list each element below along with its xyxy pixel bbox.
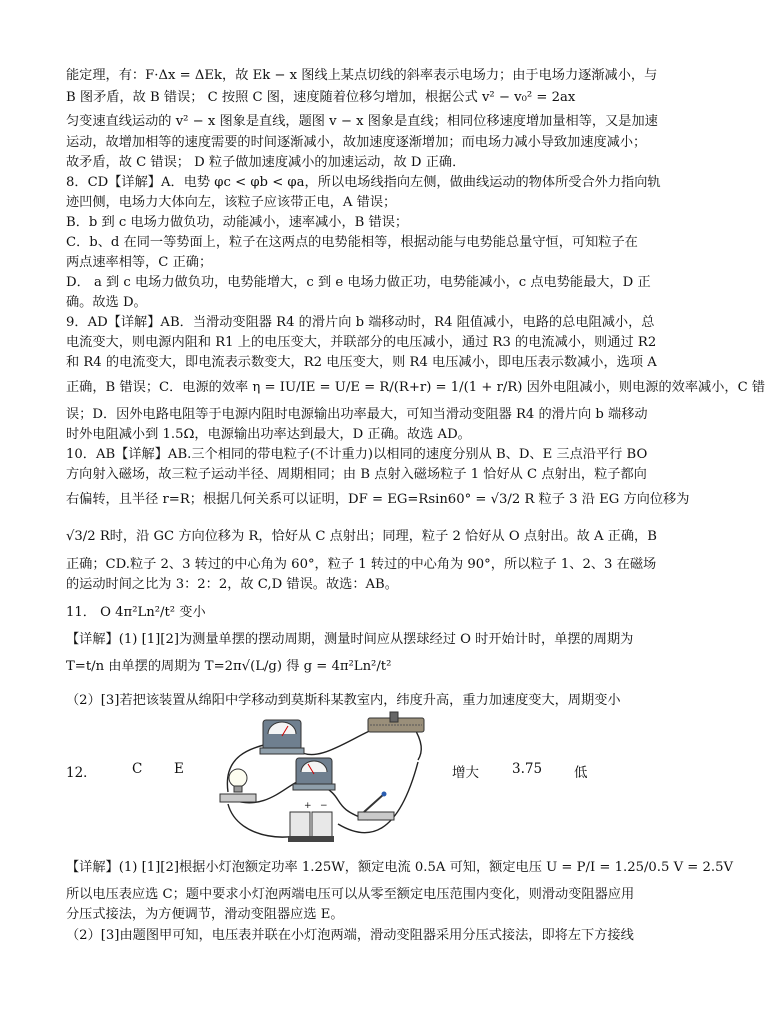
q12-answer-2: E xyxy=(174,761,184,777)
text-line: 所以电压表应选 C；题中要求小灯泡两端电压可以从零至额定电压范围内变化，则滑动变阻器应用 xyxy=(66,887,635,902)
text-line: B．b 到 c 电场力做负功，动能减小，速率减小，B 错误； xyxy=(66,215,409,230)
text-line: （2）[3]由题图甲可知，电压表并联在小灯泡两端，滑动变阻器采用分压式接法，即将左下方接线 xyxy=(66,928,634,943)
text-line: 故矛盾，故 C 错误； D 粒子做加速度减小的加速运动，故 D 正确． xyxy=(66,155,466,170)
text-line: 匀变速直线运动的 v² − x 图象是直线，题图 v − x 图象是直线；相同位移速度增加量相等，又是加速 xyxy=(66,114,658,129)
text-line: 迹凹侧，电场力大体向左，该粒子应该带正电，A 错误； xyxy=(66,195,397,210)
ammeter xyxy=(260,720,304,754)
text-line: 8．CD【详解】A．电势 φc < φb < φa，所以电场线指向左侧，做曲线运动的物体所受合外力指向轨 xyxy=(66,175,661,190)
light-bulb xyxy=(220,769,256,802)
q12-answer-5: 低 xyxy=(574,765,588,781)
text-line: （2）[3]若把该装置从绵阳中学移动到莫斯科某教室内，纬度升高，重力加速度变大，周期变小 xyxy=(66,693,621,708)
text-line: 10．AB【详解】AB.三个相同的带电粒子(不计重力)以相同的速度分别从 B、D、E 三点沿平行 BO xyxy=(66,447,648,462)
svg-text:+: + xyxy=(304,801,312,811)
text-line: D． a 到 c 电场力做负功，电势能增大，c 到 e 电场力做正功，电势能减小，c 点电势能最大，D 正 xyxy=(66,275,651,290)
text-line: 运动，故增加相等的速度需要的时间逐渐减小，故加速度逐渐增加；而电场力减小导致加速度减小； xyxy=(66,135,647,150)
svg-text:−: − xyxy=(320,801,328,811)
text-line: T=t/n 由单摆的周期为 T=2π√(L/g) 得 g = 4π²Ln²/t² xyxy=(66,659,392,674)
text-line: C．b、d 在同一等势面上，粒子在这两点的电势能相等，根据动能与电势能总量守恒，可知粒子在 xyxy=(66,235,638,250)
text-line: 确。故选 D。 xyxy=(66,295,147,310)
text-line: 正确；CD.粒子 2、3 转过的中心角为 60°，粒子 1 转过的中心角为 90°，所以粒子 1、2、3 在磁场 xyxy=(66,557,657,572)
text-line: 【详解】(1) [1][2]为测量单摆的摆动周期，测量时间应从摆球经过 O 时开始计时，单摆的周期为 xyxy=(66,632,634,647)
rheostat xyxy=(368,712,424,732)
q12-answer-1: C xyxy=(132,761,143,777)
voltmeter xyxy=(293,758,335,790)
q12-number: 12． xyxy=(66,765,97,781)
battery xyxy=(288,801,334,842)
text-line: 方向射入磁场，故三粒子运动半径、周期相同；由 B 点射入磁场粒子 1 恰好从 C 点射出，粒子都向 xyxy=(66,467,647,482)
text-line: 的运动时间之比为 3：2：2，故 C,D 错误。故选：AB。 xyxy=(66,577,398,592)
text-line: 11． O 4π²Ln²/t² 变小 xyxy=(66,605,206,620)
text-line: B 图矛盾，故 B 错误； C 按照 C 图，速度随着位移匀增加，根据公式 v² − v₀² = 2ax xyxy=(66,90,576,105)
text-line: 【详解】(1) [1][2]根据小灯泡额定功率 1.25W，额定电流 0.5A 可知，额定电压 U = P/I = 1.25/0.5 V = 2.5V xyxy=(66,860,734,875)
text-line: √3/2 R时，沿 GC 方向位移为 R，恰好从 C 点射出；同理，粒子 2 恰好从 O 点射出。故 A 正确，B xyxy=(66,529,657,544)
q12-answer-4: 3.75 xyxy=(512,761,543,777)
text-line: 两点速率相等，C 正确； xyxy=(66,255,213,270)
text-line: 电流变大，则电源内阻和 R1 上的电压变大，并联部分的电压减小，通过 R3 的电流减小，则通过 R2 xyxy=(66,335,657,350)
q12-answer-3: 增大 xyxy=(452,765,479,781)
text-line: 分压式接法，为方便调节，滑动变阻器应选 E。 xyxy=(66,907,344,922)
text-line: 右偏转，且半径 r=R；根据几何关系可以证明，DF = EG=Rsin60° = √3/2 R 粒子 3 沿 EG 方向位移为 xyxy=(66,492,690,507)
text-line: 9．AD【详解】AB．当滑动变阻器 R4 的滑片向 b 端移动时，R4 阻值减小，电路的总电阻减小，总 xyxy=(66,315,655,330)
text-line: 时外电阻减小到 1.5Ω，电源输出功率达到最大，D 正确。故选 AD。 xyxy=(66,427,471,442)
text-line: 误；D．因外电路电阻等于电源内阻时电源输出功率最大，可知当滑动变阻器 R4 的滑片向 b 端移动 xyxy=(66,407,648,422)
circuit-diagram xyxy=(208,712,428,852)
text-line: 和 R4 的电流变大，即电流表示数变大，R2 电压变大，则 R4 电压减小，即电压表示数减小，选项 A xyxy=(66,355,657,370)
switch xyxy=(358,792,394,821)
text-line: 正确，B 错误；C．电源的效率 η = IU/IE = U/E = R/(R+r) = 1/(1 + r/R) 因外电阻减小，则电源的效率减小，C 错 xyxy=(66,380,765,395)
text-line: 能定理，有：F·Δx = ΔEk，故 Ek − x 图线上某点切线的斜率表示电场力；由于电场力逐渐减小，与 xyxy=(66,68,658,83)
